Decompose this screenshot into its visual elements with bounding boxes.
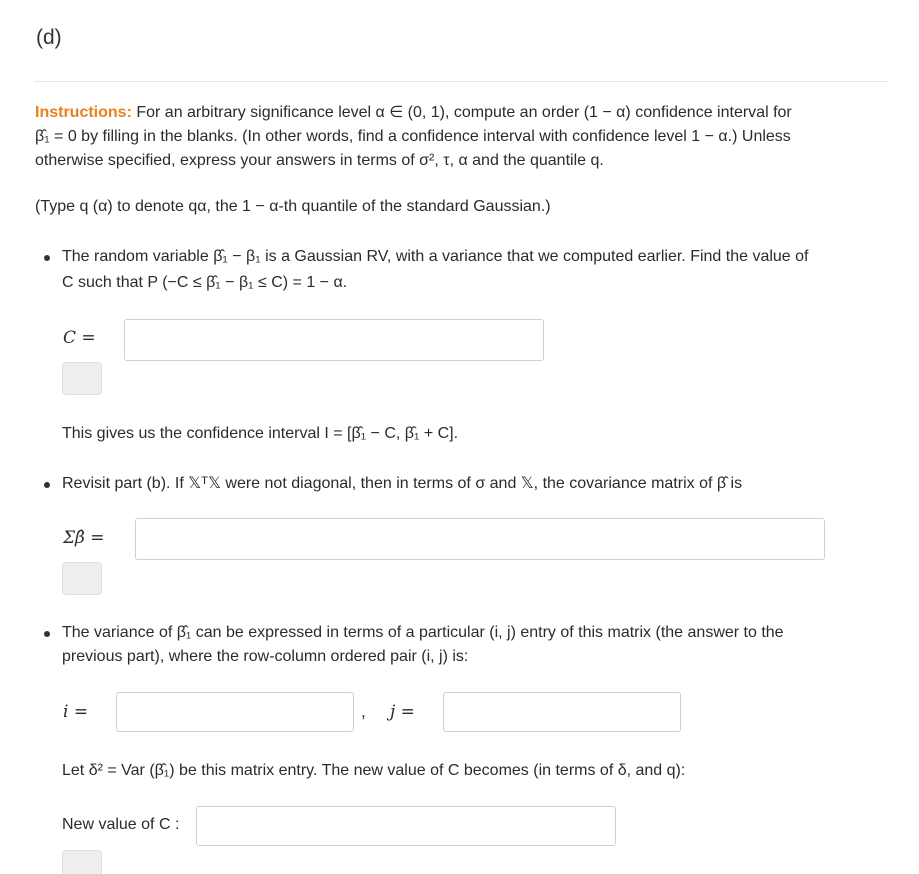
instructions-line1: For an arbitrary significance level α ∈ (0, 1), compute an order (1 − α) confidence interval for xyxy=(136,104,792,121)
divider xyxy=(34,81,889,82)
bullet-marker xyxy=(44,255,50,261)
j-input[interactable] xyxy=(443,692,681,732)
comma-separator: , xyxy=(361,702,366,721)
instructions-line2: β̂₁ = 0 by filling in the blanks. (In other words, find a confidence interval with confidence level 1 − α.) Unless xyxy=(35,128,791,145)
c-label: C = xyxy=(63,328,96,348)
instructions xyxy=(35,101,890,125)
bullet3-line2: previous part), where the row-column ordered pair (i, j) is: xyxy=(62,648,469,665)
bullet-marker xyxy=(44,631,50,637)
covariance-submit-button[interactable] xyxy=(62,562,102,595)
new-c-input[interactable] xyxy=(196,806,616,846)
type-note: (Type q (α) to denote qα, the 1 − α-th quantile of the standard Gaussian.) xyxy=(35,198,551,215)
bullet-marker xyxy=(44,482,50,488)
j-label: j = xyxy=(390,702,415,722)
covariance-input[interactable] xyxy=(135,518,825,560)
bullet1-line1: The random variable β̂₁ − β₁ is a Gaussian RV, with a variance that we computed earlier. Find the value of xyxy=(62,248,809,265)
instructions-label: Instructions: xyxy=(35,104,132,121)
part-label: (d) xyxy=(36,26,62,49)
bullet3-line1: The variance of β̂₁ can be expressed in terms of a particular (i, j) entry of this matrix (the answer to the xyxy=(62,624,784,641)
c-input[interactable] xyxy=(124,319,544,361)
c-submit-button[interactable] xyxy=(62,362,102,395)
instructions-line3: otherwise specified, express your answers in terms of σ², τ, α and the quantile q. xyxy=(35,152,604,169)
delta-text: Let δ² = Var (β̂₁) be this matrix entry. The new value of C becomes (in terms of δ, and q): xyxy=(62,762,686,779)
new-c-submit-button[interactable] xyxy=(62,850,102,874)
sigma-label: Σβ̂ = xyxy=(63,528,105,548)
bullet1-line2: C such that P (−C ≤ β̂₁ − β₁ ≤ C) = 1 − α. xyxy=(62,274,348,291)
i-label: i = xyxy=(63,702,89,722)
new-c-label: New value of C : xyxy=(62,816,180,833)
interval-text: This gives us the confidence interval I = [β̂₁ − C, β̂₁ + C]. xyxy=(62,425,459,442)
bullet2-line1: Revisit part (b). If 𝕏ᵀ𝕏 were not diagonal, then in terms of σ and 𝕏, the covariance matrix of β̂ is xyxy=(62,475,743,492)
i-input[interactable] xyxy=(116,692,354,732)
